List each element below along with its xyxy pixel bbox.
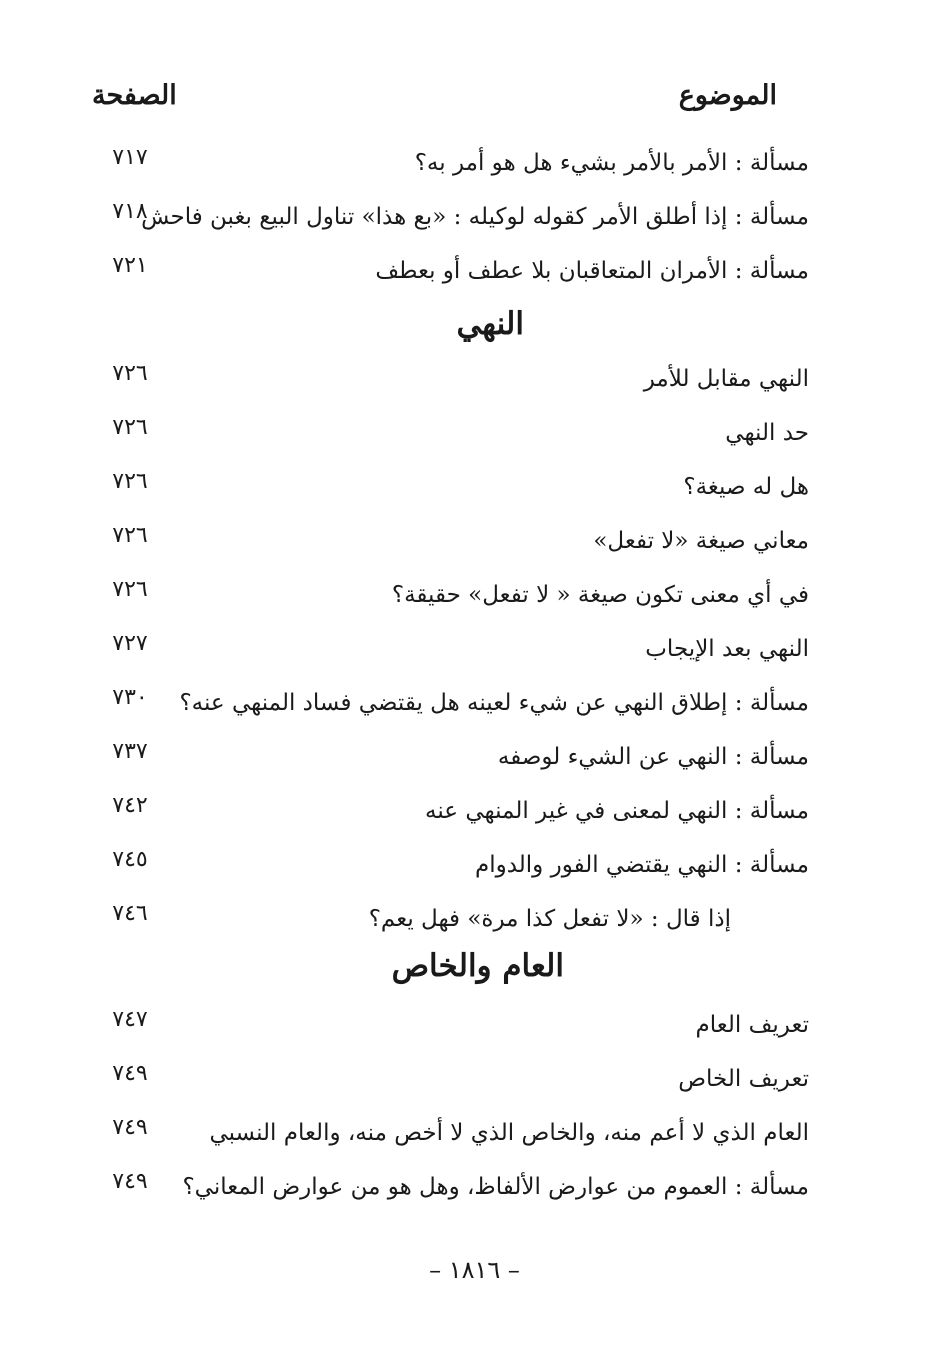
toc-entry-title: مسألة : الأمران المتعاقبان بلا عطف أو بعطف: [375, 258, 809, 284]
topic-column-header: الموضوع: [678, 80, 777, 111]
toc-entry-title: مسألة : إذا أطلق الأمر كقوله لوكيله : «بع هذا» تناول البيع بغبن فاحش: [141, 204, 809, 230]
toc-entry-page: ٧٤٩: [112, 1061, 148, 1086]
toc-entry-title: في أي معنى تكون صيغة « لا تفعل» حقيقة؟: [391, 582, 809, 608]
toc-entry: [0, 737, 949, 777]
toc-entry-title: العام الذي لا أعم منه، والخاص الذي لا أخص منه، والعام النسبي: [209, 1120, 809, 1146]
toc-entry-title: مسألة : النهي لمعنى في غير المنهي عنه: [425, 798, 809, 824]
toc-entry-page: ٧٣٧: [112, 739, 148, 764]
toc-entry: [0, 575, 949, 615]
toc-entry-page: ٧٤٦: [112, 901, 148, 926]
toc-entry-page: ٧٤٥: [112, 847, 148, 872]
toc-entry-title: تعريف العام: [695, 1012, 809, 1038]
toc-entry-title: مسألة : إطلاق النهي عن شيء لعينه هل يقتضي فساد المنهي عنه؟: [179, 690, 809, 716]
toc-entry-page: ٧٢١: [112, 253, 148, 278]
toc-entry-page: ٧٤٩: [112, 1169, 148, 1194]
toc-entry: [0, 683, 949, 723]
toc-entry-page: ٧٢٧: [112, 631, 148, 656]
toc-entry-title: تعريف الخاص: [678, 1066, 809, 1092]
toc-entry: [0, 1167, 949, 1207]
toc-entry: [0, 413, 949, 453]
toc-entry: [0, 467, 949, 507]
toc-entry-page: ٧٤٢: [112, 793, 148, 818]
toc-entry-page: ٧٢٦: [112, 577, 148, 602]
toc-entry: [0, 629, 949, 669]
toc-entry-title: معاني صيغة «لا تفعل»: [593, 528, 809, 554]
toc-entry: [0, 1005, 949, 1045]
toc-entry-title: إذا قال : «لا تفعل كذا مرة» فهل يعم؟: [368, 906, 731, 932]
toc-entry-page: ٧٤٧: [112, 1007, 148, 1032]
section-heading-text: العام والخاص: [391, 948, 564, 984]
toc-entry-title: مسألة : الأمر بالأمر بشيء هل هو أمر به؟: [414, 150, 809, 176]
toc-entry: [0, 1113, 949, 1153]
toc-entry-title: النهي بعد الإيجاب: [645, 636, 809, 662]
toc-entry: [0, 197, 949, 237]
page-number-footer: – ١٨١٦ –: [429, 1256, 520, 1284]
toc-entry-title: مسألة : النهي يقتضي الفور والدوام: [474, 852, 809, 878]
toc-entry: [0, 791, 949, 831]
toc-entry-page: ٧١٧: [112, 145, 148, 170]
section-heading-text: النهي: [456, 306, 524, 342]
toc-entry-page: ٧٢٦: [112, 469, 148, 494]
page-column-header: الصفحة: [92, 80, 177, 111]
toc-entry-page: ٧٣٠: [112, 685, 148, 710]
toc-entry: [0, 359, 949, 399]
toc-entry-title: حد النهي: [725, 420, 809, 446]
toc-entry: [0, 845, 949, 885]
toc-entry: [0, 1059, 949, 1099]
toc-entry-page: ٧٢٦: [112, 415, 148, 440]
toc-entry-title: مسألة : العموم من عوارض الألفاظ، وهل هو من عوارض المعاني؟: [182, 1174, 809, 1200]
toc-entry-page: ٧٢٦: [112, 361, 148, 386]
toc-entry-page: ٧٤٩: [112, 1115, 148, 1140]
toc-entry-page: ٧١٨: [112, 199, 148, 224]
toc-entry-title: النهي مقابل للأمر: [643, 366, 809, 392]
toc-entry-page: ٧٢٦: [112, 523, 148, 548]
toc-entry: [0, 521, 949, 561]
toc-entry-title: هل له صيغة؟: [683, 474, 809, 500]
toc-entry: [0, 143, 949, 183]
toc-entry: [0, 251, 949, 291]
toc-entry-indented: [0, 899, 949, 939]
toc-entry-title: مسألة : النهي عن الشيء لوصفه: [497, 744, 809, 770]
